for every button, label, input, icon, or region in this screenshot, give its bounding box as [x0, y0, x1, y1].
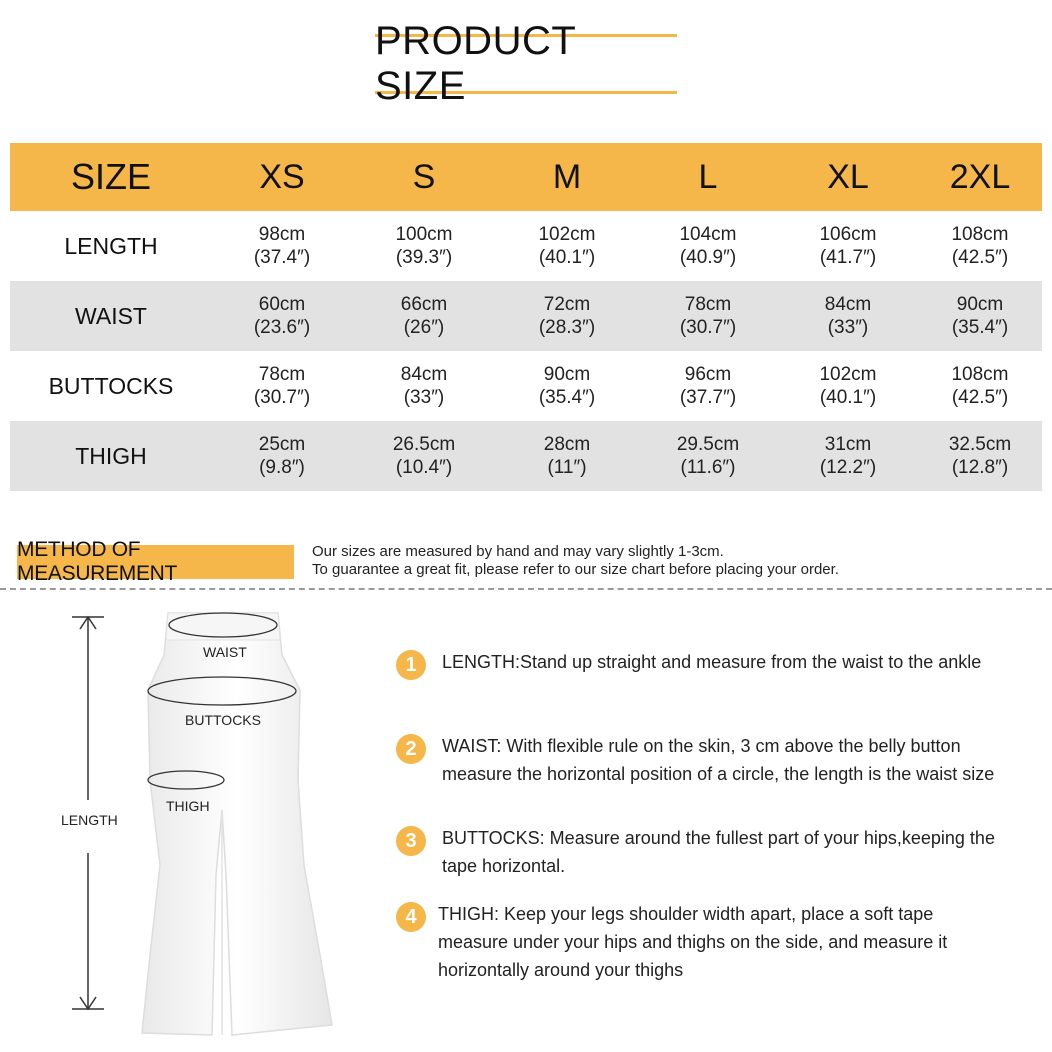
table-cell: 26.5cm (10.4″): [392, 434, 456, 478]
step-text: BUTTOCKS: Measure around the fullest part of your hips,keeping the tape horizontal.: [442, 828, 995, 876]
table-cell: 72cm (28.3″): [538, 294, 596, 338]
table-cell: 60cm (23.6″): [253, 294, 311, 338]
size-xl-header: XL: [827, 157, 869, 196]
size-header: SIZE: [70, 156, 151, 197]
pants-illustration: [0, 595, 360, 1052]
size-m-header: M: [552, 157, 582, 196]
row-label: BUTTOCKS: [48, 372, 174, 399]
table-cell: 106cm (41.7″): [819, 224, 877, 268]
step-number-badge: 3: [396, 826, 426, 856]
table-row-waist: [10, 281, 1042, 351]
table-row-thigh: [10, 421, 1042, 491]
table-cell: 90cm (35.4″): [951, 294, 1009, 338]
step-number-badge: 4: [396, 902, 426, 932]
length-diagram-label: LENGTH: [61, 812, 118, 828]
method-notes: [312, 543, 839, 579]
table-cell: 31cm (12.2″): [819, 434, 877, 478]
table-cell: 78cm (30.7″): [679, 294, 737, 338]
step-text: LENGTH:Stand up straight and measure from the waist to the ankle: [442, 652, 982, 672]
table-cell: 78cm (30.7″): [253, 364, 311, 408]
table-cell: 84cm (33″): [400, 364, 448, 408]
table-cell: 102cm (40.1″): [819, 364, 877, 408]
pants-diagram: [0, 595, 360, 1052]
row-label: LENGTH: [64, 232, 158, 259]
title-frame: [375, 19, 677, 108]
size-s-header: S: [412, 157, 436, 196]
step-text: WAIST: With flexible rule on the skin, 3 cm above the belly button measure the horizontal position of a circle, the length is the waist size: [442, 736, 995, 784]
pants-shape: [142, 613, 332, 1035]
table-cell: 104cm (40.9″): [679, 224, 737, 268]
step-number-badge: 1: [396, 650, 426, 680]
table-cell: 84cm (33″): [824, 294, 872, 338]
table-cell: 108cm (42.5″): [951, 364, 1009, 408]
table-cell: 108cm (42.5″): [951, 224, 1009, 268]
table-cell: 96cm (37.7″): [679, 364, 737, 408]
table-cell: 28cm (11″): [543, 434, 591, 478]
method-note-2: To guarantee a great fit, please refer to our size chart before placing your order.: [312, 561, 839, 578]
table-cell: 29.5cm (11.6″): [676, 434, 740, 478]
size-2xl-header: 2XL: [949, 157, 1011, 196]
method-note-1: Our sizes are measured by hand and may vary slightly 1-3cm.: [312, 543, 724, 560]
table-header-row: [10, 143, 1042, 211]
row-label: THIGH: [75, 442, 147, 469]
page-title: PRODUCT SIZE: [375, 19, 576, 108]
step-text: THIGH: Keep your legs shoulder width apart, place a soft tape measure under your hips and thighs on the side, and measure it horizontally around your thighs: [438, 904, 948, 980]
table-row-length: [10, 211, 1042, 281]
table-cell: 90cm (35.4″): [538, 364, 596, 408]
size-table: [10, 143, 1042, 491]
table-cell: 66cm (26″): [400, 294, 448, 338]
table-cell: 102cm (40.1″): [538, 224, 596, 268]
size-l-header: L: [698, 157, 718, 196]
thigh-diagram-label: THIGH: [166, 798, 210, 814]
dashed-divider: [0, 588, 1052, 590]
table-row-buttocks: [10, 351, 1042, 421]
size-xs-header: XS: [259, 157, 305, 196]
table-cell: 32.5cm (12.8″): [948, 434, 1012, 478]
method-of-measurement-label: METHOD OF MEASUREMENT: [17, 545, 294, 579]
table-cell: 98cm (37.4″): [253, 224, 311, 268]
buttocks-diagram-label: BUTTOCKS: [185, 712, 261, 728]
waist-diagram-label: WAIST: [203, 644, 247, 660]
table-cell: 100cm (39.3″): [395, 224, 453, 268]
step-number-badge: 2: [396, 734, 426, 764]
table-cell: 25cm (9.8″): [258, 434, 306, 478]
row-label: WAIST: [75, 302, 147, 329]
